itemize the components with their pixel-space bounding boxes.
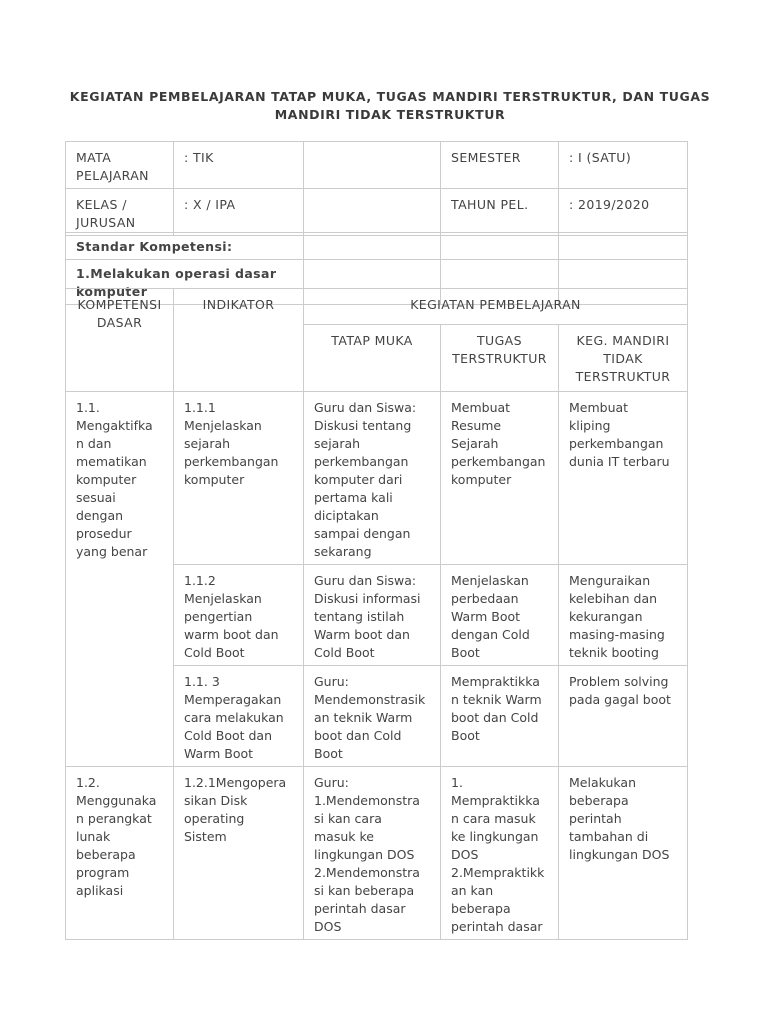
header-kegiatan-pembelajaran: KEGIATAN PEMBELAJARAN — [304, 289, 688, 325]
empty-cell — [559, 233, 688, 260]
kd-cell: 1.1. Mengaktifka n dan mematikan komputer sesuai dengan prosedur yang benar — [66, 392, 174, 767]
document-title — [60, 88, 720, 124]
table-row — [66, 392, 688, 565]
tahun-value: : 2019/2020 — [559, 189, 688, 236]
standar-kompetensi-label: Standar Kompetensi: — [66, 233, 304, 260]
info-table — [65, 141, 688, 236]
tugas-terstruktur-cell: Menjelaskan perbedaan Warm Boot dengan Cold Boot — [441, 565, 559, 666]
mata-pelajaran-label: MATA PELAJARAN — [66, 142, 174, 189]
header-indikator: INDIKATOR — [174, 289, 304, 392]
mata-pelajaran-value: : TIK — [174, 142, 304, 189]
header-row-1 — [66, 289, 688, 325]
mandiri-cell: Melakukan beberapa perintah tambahan di lingkungan DOS — [559, 767, 688, 940]
mandiri-cell: Menguraikan kelebihan dan kekurangan masing-masing teknik booting — [559, 565, 688, 666]
kelas-value: : X / IPA — [174, 189, 304, 236]
semester-value: : I (SATU) — [559, 142, 688, 189]
header-keg-mandiri: KEG. MANDIRI TIDAK TERSTRUKTUR — [559, 325, 688, 392]
tatap-muka-cell: Guru: 1.Mendemonstra si kan cara masuk ke lingkungan DOS 2.Mendemonstra si kan beberapa perintah dasar DOS — [304, 767, 441, 940]
standar-label-row — [66, 233, 688, 260]
mandiri-cell: Problem solving pada gagal boot — [559, 666, 688, 767]
indikator-cell: 1.2.1Mengopera sikan Disk operating Sistem — [174, 767, 304, 940]
table-row — [66, 767, 688, 940]
tahun-label: TAHUN PEL. — [441, 189, 559, 236]
tatap-muka-cell: Guru dan Siswa: Diskusi tentang sejarah perkembangan komputer dari pertama kali diciptakan sampai dengan sekarang — [304, 392, 441, 565]
header-kompetensi-dasar: KOMPETENSI DASAR — [66, 289, 174, 392]
tatap-muka-cell: Guru dan Siswa: Diskusi informasi tentang istilah Warm boot dan Cold Boot — [304, 565, 441, 666]
tugas-terstruktur-cell: Membuat Resume Sejarah perkembangan komputer — [441, 392, 559, 565]
indikator-cell: 1.1. 3 Memperagakan cara melakukan Cold Boot dan Warm Boot — [174, 666, 304, 767]
info-row-kelas — [66, 189, 688, 236]
tugas-terstruktur-cell: 1. Mempraktikka n cara masuk ke lingkungan DOS 2.Mempraktikk an kan beberapa perintah dasar — [441, 767, 559, 940]
title-line-2: MANDIRI TIDAK TERSTRUKTUR — [274, 107, 506, 122]
empty-cell — [441, 233, 559, 260]
kelas-label: KELAS / JURUSAN — [66, 189, 174, 236]
kd-cell: 1.2. Menggunaka n perangkat lunak beberapa program aplikasi — [66, 767, 174, 940]
mandiri-cell: Membuat kliping perkembangan dunia IT terbaru — [559, 392, 688, 565]
tatap-muka-cell: Guru: Mendemonstrasik an teknik Warm boot dan Cold Boot — [304, 666, 441, 767]
standar-kompetensi-item: 1.Melakukan operasi dasar komputer — [66, 260, 304, 305]
header-tatap-muka: TATAP MUKA — [304, 325, 441, 392]
empty-cell — [304, 142, 441, 189]
kegiatan-table — [65, 288, 688, 940]
indikator-cell: 1.1.1 Menjelaskan sejarah perkembangan komputer — [174, 392, 304, 565]
tugas-terstruktur-cell: Mempraktikka n teknik Warm boot dan Cold Boot — [441, 666, 559, 767]
info-row-mata — [66, 142, 688, 189]
header-tugas-terstruktur: TUGAS TERSTRUKTUR — [441, 325, 559, 392]
semester-label: SEMESTER — [441, 142, 559, 189]
empty-cell — [304, 189, 441, 236]
empty-cell — [304, 233, 441, 260]
indikator-cell: 1.1.2 Menjelaskan pengertian warm boot dan Cold Boot — [174, 565, 304, 666]
title-line-1: KEGIATAN PEMBELAJARAN TATAP MUKA, TUGAS MANDIRI TERSTRUKTUR, DAN TUGAS — [69, 89, 711, 104]
